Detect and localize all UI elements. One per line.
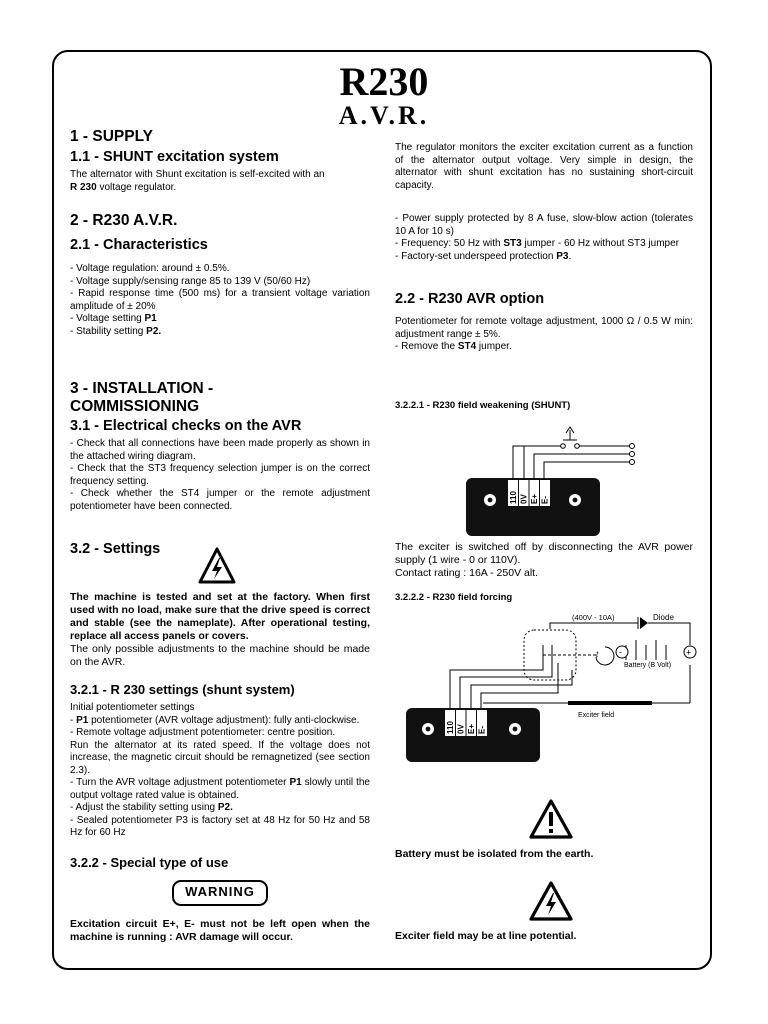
caution-icon	[528, 798, 574, 840]
section-3-heading: 3 - INSTALLATION - COMMISSIONING	[70, 380, 214, 415]
warning-text: Excitation circuit E+, E- must not be left open when the machine is running : AVR damage will occur.	[70, 918, 370, 943]
section-3-2-2-heading: 3.2.2 - Special type of use	[70, 855, 229, 870]
section-3-2-2-2-heading: 3.2.2.2 - R230 field forcing	[395, 592, 513, 603]
electrical-checks-list: - Check that all connections have been made properly as shown in the attached wiring diagram. - Check that the ST3 frequency selection jumper is on the correct frequency setting. - Check whether the ST4 jumper or the remote adjustment potentiometer have been connected.	[70, 438, 370, 512]
high-voltage-icon	[528, 880, 574, 922]
warning-label: WARNING	[172, 880, 268, 906]
section-1-1-heading: 1.1 - SHUNT excitation system	[70, 149, 279, 165]
field-weakening-text: The exciter is switched off by disconnecting the AVR power supply (1 wire - 0 or 110V). Contact rating : 16A - 250V alt.	[395, 541, 693, 579]
section-2-1-heading: 2.1 - Characteristics	[70, 237, 208, 253]
terminal-110-b: 110	[446, 721, 455, 734]
regulator-intro: The regulator monitors the exciter excitation current as a function of the alternator output voltage. Very simple in design, the alternator with shunt excitation has no sustaining short-circuit capacity.	[395, 142, 693, 191]
characteristics-list: - Voltage regulation: around ± 0.5%. - Voltage supply/sensing range 85 to 139 V (50/60 Hz) - Rapid response time (500 ms) for a transient voltage variation amplitude of ± 20% - Voltage setting P1 - Stability setting P2.	[70, 263, 370, 337]
field-weakening-diagram	[460, 418, 650, 538]
field-forcing-diagram	[400, 605, 705, 765]
avr-option-text: Potentiometer for remote voltage adjustment, 1000 Ω / 0.5 W min: adjustment range ± 5%. - Remove the ST4 jumper.	[395, 316, 693, 352]
exciter-note: Exciter field may be at line potential.	[395, 930, 577, 942]
section-1-heading: 1 - SUPPLY	[70, 128, 153, 145]
terminal-e-plus-b: E+	[467, 723, 476, 734]
battery-note: Battery must be isolated from the earth.	[395, 848, 594, 860]
section-1-1-text: The alternator with Shunt excitation is self-excited with an R 230 voltage regulator.	[70, 169, 325, 193]
terminal-e-minus-b: E-	[477, 726, 487, 734]
initial-settings-text: Initial potentiometer settings - P1 potentiometer (AVR voltage adjustment): fully anti-clockwise. - Remote voltage adjustment potentiometer: centre position. Run the alternator at its rated speed. If the voltage does not increase, the magnetic circuit should be remagnetized (see section 2.3). - Turn the AVR voltage adjustment potentiometer P1 slowly until the output voltage rated value is obtained. - Adjust the stability setting using P2. - Sealed potentiometer P3 is factory set at 48 Hz for 50 Hz and 58 Hz for 60 Hz	[70, 702, 370, 838]
svg-text:+: +	[686, 647, 692, 658]
rating-label: (400V - 10A)	[572, 613, 615, 622]
section-2-2-heading: 2.2 - R230 AVR option	[395, 291, 545, 307]
terminal-110: 110	[509, 491, 518, 504]
terminal-0v: 0V	[519, 494, 529, 504]
diode-label: Diode	[653, 613, 674, 622]
section-3-2-heading: 3.2 - Settings	[70, 541, 161, 557]
battery-label: Battery (B Volt)	[624, 662, 672, 669]
settings-notice: The machine is tested and set at the factory. When first used with no load, make sure that the drive speed is correct and stable (see the nameplate). After operational testing, replace all access panels or covers.	[70, 591, 370, 642]
document-title: R230	[339, 59, 429, 104]
section-2-heading: 2 - R230 A.V.R.	[70, 212, 178, 229]
document-subtitle: A.V.R.	[338, 101, 430, 130]
timer-label: t	[596, 650, 599, 659]
high-voltage-warning-icon	[197, 546, 237, 586]
settings-text: The only possible adjustments to the machine should be made on the AVR.	[70, 643, 370, 668]
section-3-2-1-heading: 3.2.1 - R 230 settings (shunt system)	[70, 682, 295, 697]
terminal-0v-b: 0V	[456, 724, 466, 734]
exciter-field-label: Exciter field	[578, 712, 615, 719]
terminal-e-plus: E+	[530, 493, 539, 504]
features-list: - Power supply protected by 8 A fuse, slow-blow action (tolerates 10 A for 10 s) - Frequency: 50 Hz with ST3 jumper - 60 Hz without ST3 jumper - Factory-set underspeed protection P3.	[395, 213, 693, 262]
section-3-1-heading: 3.1 - Electrical checks on the AVR	[70, 418, 302, 434]
section-3-2-2-1-heading: 3.2.2.1 - R230 field weakening (SHUNT)	[395, 400, 571, 411]
svg-text:-: -	[619, 647, 622, 657]
terminal-e-minus: E-	[540, 496, 550, 504]
